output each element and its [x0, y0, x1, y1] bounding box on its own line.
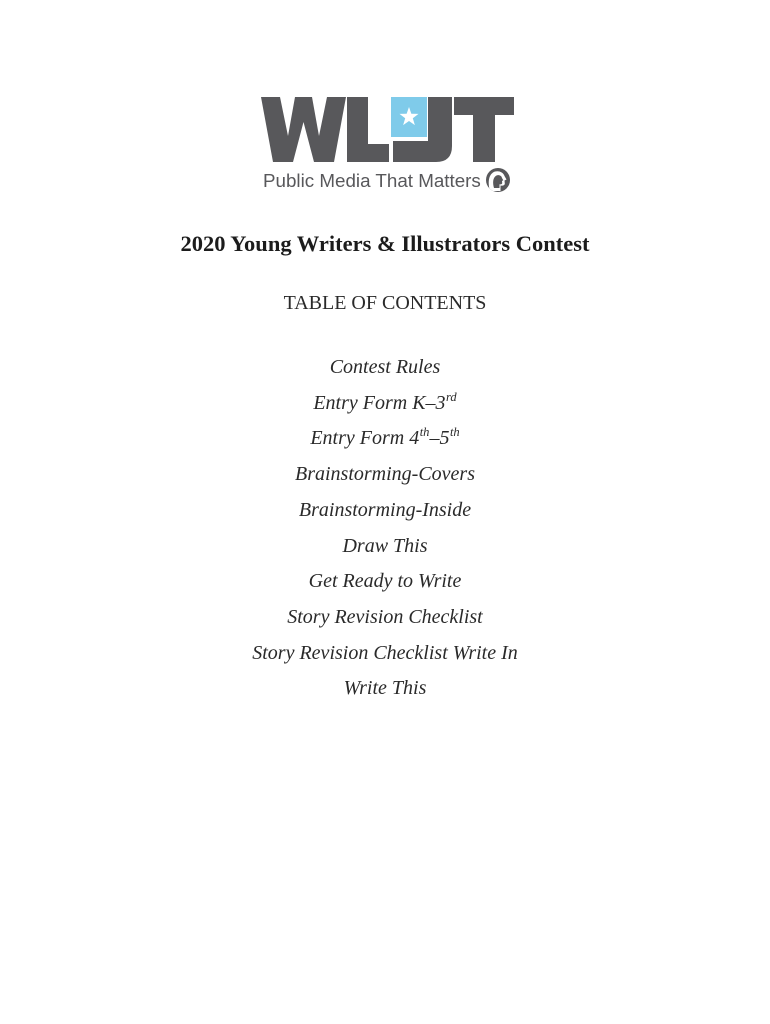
- wljt-wordmark: [261, 97, 514, 162]
- toc-item-label: Brainstorming-Covers: [295, 463, 475, 486]
- toc-item-label: –5: [429, 427, 450, 450]
- superscript: rd: [446, 389, 457, 404]
- toc-item-story-revision-checklist: [0, 600, 770, 636]
- toc-item-brainstorming-covers: [0, 457, 770, 493]
- toc-item-entry-form-k-3: [0, 386, 770, 422]
- toc-item-brainstorming-inside: [0, 493, 770, 529]
- toc-item-story-revision-checklist-write-in: [0, 636, 770, 672]
- letter-t: [454, 97, 514, 162]
- logo-tagline: Public Media That Matters: [263, 170, 481, 191]
- toc-list: [0, 350, 770, 707]
- document-title: 2020 Young Writers & Illustrators Contest: [180, 231, 590, 256]
- toc-item-label: Contest Rules: [329, 356, 441, 378]
- toc-item-label: Draw This: [342, 534, 428, 557]
- pbs-head-icon: [486, 168, 510, 192]
- toc-item-draw-this: [0, 529, 770, 565]
- letter-l: [347, 97, 389, 162]
- toc-item-label: Entry Form K–3: [313, 391, 446, 414]
- toc-item-label: Write This: [343, 677, 427, 700]
- toc-item-get-ready-to-write: [0, 564, 770, 600]
- superscript: th: [419, 425, 430, 440]
- toc-item-label: Brainstorming-Inside: [298, 498, 472, 521]
- toc-item-label: Entry Form 4: [310, 427, 420, 450]
- letter-w: [261, 97, 346, 162]
- toc-item-label: Story Revision Checklist: [287, 605, 483, 628]
- toc-item-contest-rules: [0, 350, 770, 386]
- toc-item-entry-form-4-5: [0, 421, 770, 457]
- superscript: th: [449, 425, 460, 440]
- toc-item-write-this: [0, 671, 770, 707]
- toc-item-label: Story Revision Checklist Write In: [252, 641, 518, 664]
- toc-heading: TABLE OF CONTENTS: [283, 292, 487, 314]
- toc-item-label: Get Ready to Write: [308, 570, 462, 593]
